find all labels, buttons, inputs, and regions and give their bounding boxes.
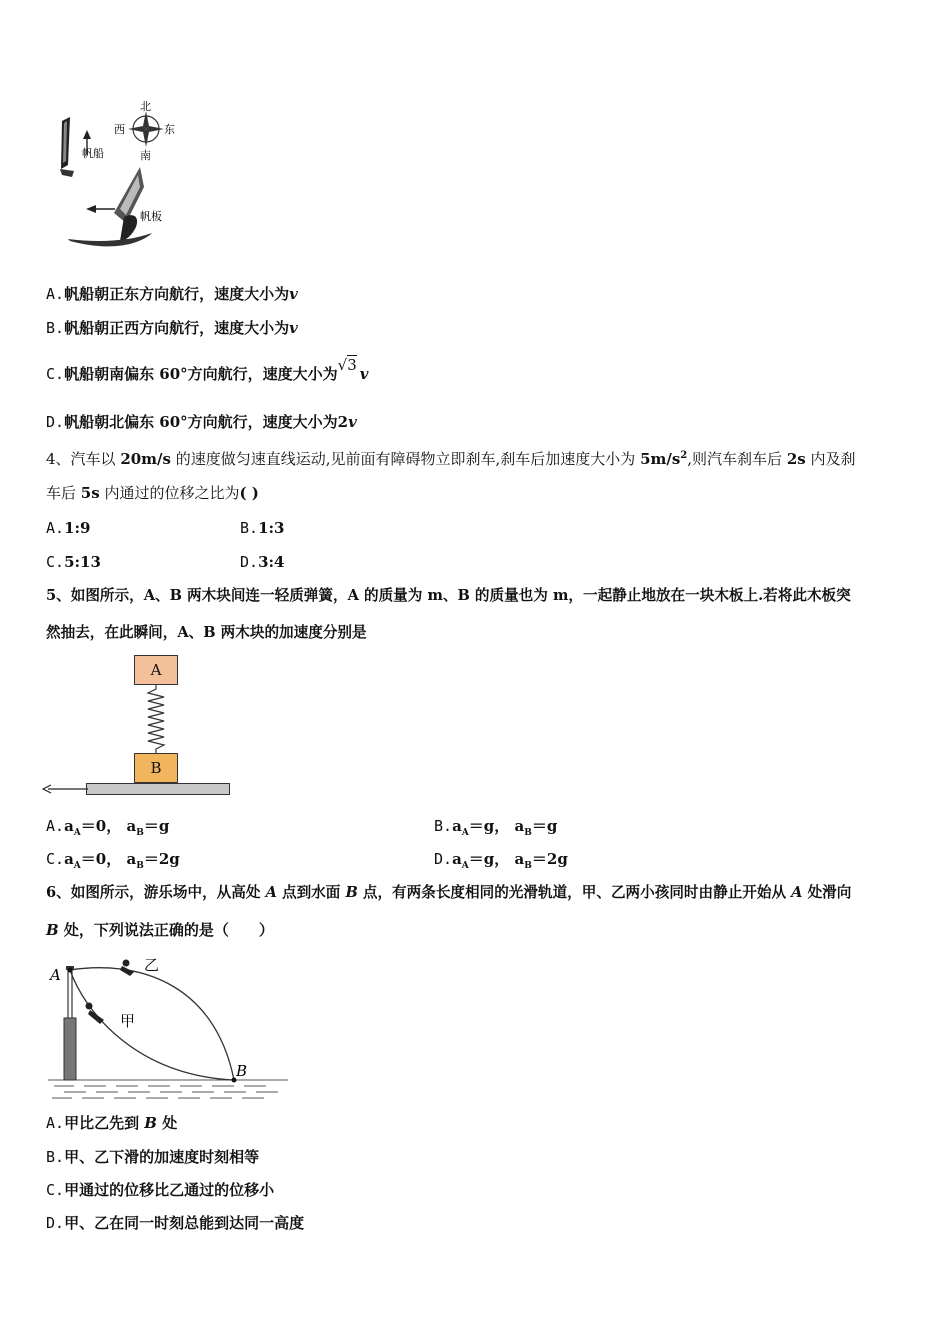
board-label: 帆板: [140, 210, 162, 223]
point-b: B: [144, 1114, 157, 1132]
option-text: 3:4: [258, 553, 285, 571]
sym: a: [64, 817, 74, 835]
tower: [64, 966, 76, 1080]
q5-option-c: $C.a_A=0$， $a_B=2g$: [46, 850, 180, 871]
arrow-left-icon: [42, 783, 88, 795]
value: g: [483, 850, 495, 868]
text: 6、如图所示，游乐场中，从高处: [46, 884, 266, 901]
var-v: v: [359, 365, 369, 383]
answer-paren: ( ): [239, 484, 259, 502]
q4-option-b: [240, 518, 284, 538]
option-text: 5:13: [64, 553, 101, 571]
q5-option-a: $A.a_A=0$， $a_B=g$: [46, 817, 170, 838]
point-b: B: [345, 884, 358, 901]
sqrt-3: √3: [337, 356, 357, 374]
option-text: 甲通过的位移比乙通过的位移小: [64, 1181, 275, 1199]
q6-option-a: [46, 1113, 177, 1133]
option-letter: A.: [46, 285, 65, 303]
sub: B: [136, 828, 144, 838]
option-letter: A.: [46, 817, 65, 835]
slide-figure: [44, 950, 294, 1105]
eq: ＝: [468, 850, 484, 868]
q6-option-c: [46, 1180, 274, 1200]
value: g: [158, 817, 170, 835]
option-text: 甲比乙先到: [64, 1114, 145, 1132]
option-text: 帆船朝北偏东 60°方向航行，速度大小为: [64, 413, 338, 431]
text: 车后: [46, 484, 81, 502]
compass-north: 北: [140, 100, 151, 113]
coef: 2: [337, 413, 349, 431]
accel-exp: 2: [680, 450, 688, 461]
compass-west: 西: [114, 123, 125, 136]
text: 点到水面: [276, 884, 346, 901]
label-jia: 甲: [120, 1012, 136, 1030]
arrow-left-icon: [86, 205, 115, 213]
text: 4、汽车以: [46, 450, 121, 468]
sub: A: [73, 861, 81, 871]
eq: ＝: [80, 817, 96, 835]
option-letter: A.: [46, 1114, 65, 1132]
option-text: 帆船朝正西方向航行，速度大小为: [64, 319, 290, 337]
value: g: [483, 817, 495, 835]
option-text: 甲、乙下滑的加速度时刻相等: [64, 1148, 260, 1166]
compass-south: 南: [140, 149, 151, 162]
sym: a: [64, 850, 74, 868]
water-surface: [48, 1080, 288, 1098]
q4-stem-line1: [46, 446, 855, 469]
sub: B: [524, 861, 532, 871]
q6-stem-line2: [46, 920, 274, 940]
compass-east: 东: [164, 123, 175, 136]
value: 0: [95, 850, 107, 868]
eq: ＝: [143, 817, 159, 835]
accel-value: 5m/s: [640, 450, 681, 468]
point-a: A: [791, 884, 803, 901]
label-yi: 乙: [144, 956, 160, 974]
value: 2g: [546, 850, 568, 868]
q4-option-a: [46, 518, 90, 538]
block-a: A: [134, 655, 178, 685]
time-2: 5s: [80, 484, 100, 502]
sub: B: [524, 828, 532, 838]
value: 2g: [158, 850, 180, 868]
option-text: 甲、乙在同一时刻总能到达同一高度: [64, 1214, 305, 1232]
speed: 20m/s: [120, 450, 171, 468]
var-v: v: [289, 319, 298, 337]
accel: [640, 450, 687, 468]
time-1: 2s: [786, 450, 806, 468]
point-a-dot: [68, 968, 73, 973]
option-text: 1:9: [64, 519, 91, 537]
eq: ＝: [80, 850, 96, 868]
sym: a: [514, 850, 525, 868]
eq: ＝: [468, 817, 484, 835]
eq: ＝: [531, 817, 547, 835]
value: 0: [95, 817, 107, 835]
value: g: [546, 817, 558, 835]
q3-option-b: [46, 318, 298, 338]
text: ,则汽车刹车后: [687, 450, 787, 468]
option-letter: B.: [46, 319, 65, 337]
point-b: B: [46, 921, 59, 939]
boat-label: 帆船: [82, 147, 104, 160]
option-letter: C.: [46, 365, 65, 383]
sailboard-icon: [68, 167, 152, 246]
sub: A: [461, 828, 469, 838]
option-text: 1:3: [258, 519, 285, 537]
option-text: 帆船朝正东方向航行，速度大小为: [64, 285, 290, 303]
option-letter: D.: [240, 553, 259, 571]
spring-icon: [144, 685, 168, 753]
sub: B: [136, 861, 144, 871]
q5-option-b: $B.a_A=g$， $a_B=g$: [434, 817, 558, 838]
q6-option-d: [46, 1213, 304, 1233]
option-letter: B.: [434, 817, 453, 835]
sym: a: [126, 817, 137, 835]
var-v: v: [348, 413, 357, 431]
option-letter: C.: [46, 553, 65, 571]
option-letter: B.: [240, 519, 259, 537]
option-letter: A.: [46, 519, 65, 537]
compass-icon: [128, 111, 164, 147]
text: 的速度做匀速直线运动,见前面有障碍物立即刹车,刹车后加速度大小为: [170, 450, 641, 468]
text: 点，有两条长度相同的光滑轨道，甲、乙两小孩同时由静止开始从: [357, 884, 792, 901]
sym: a: [452, 850, 462, 868]
var-v: v: [289, 285, 298, 303]
text: 处，下列说法正确的是（ ）: [58, 921, 274, 939]
option-letter: D.: [46, 413, 65, 431]
child-yi-icon: [120, 960, 134, 977]
q6-option-b: [46, 1147, 259, 1167]
eq: ＝: [143, 850, 159, 868]
q3-option-d: [46, 412, 357, 432]
option-letter: B.: [46, 1148, 65, 1166]
q3-option-c: [46, 356, 369, 384]
q4-option-d: [240, 552, 284, 572]
option-letter: D.: [46, 1214, 65, 1232]
block-b: B: [134, 753, 178, 783]
sub: A: [461, 861, 469, 871]
q3-option-a: [46, 284, 298, 304]
sym: a: [126, 850, 137, 868]
label-a: A: [50, 966, 61, 984]
label-b: B: [236, 1062, 248, 1080]
track-jia: [70, 970, 234, 1080]
option-text: 处: [156, 1114, 178, 1132]
q5-stem-line2: 然抽去，在此瞬间，A、B 两木块的加速度分别是: [46, 624, 367, 641]
spring-figure: [40, 655, 240, 800]
q4-option-c: [46, 552, 101, 572]
option-letter: C.: [46, 1181, 65, 1199]
eq: ＝: [531, 850, 547, 868]
sym: a: [452, 817, 462, 835]
radicand: 3: [347, 356, 357, 374]
option-letter: C.: [46, 850, 65, 868]
option-text: 帆船朝南偏东 60°方向航行，速度大小为: [64, 365, 338, 383]
sym: a: [514, 817, 525, 835]
sub: A: [73, 828, 81, 838]
point-a: A: [265, 884, 277, 901]
board: [86, 783, 230, 795]
track-yi: [70, 968, 234, 1080]
text: 内通过的位移之比为: [99, 484, 240, 502]
q4-stem-line2: [46, 483, 259, 503]
q5-stem-line1: 5、如图所示，A、B 两木块间连一轻质弹簧，A 的质量为 m、B 的质量也为 m，一起静止地放在一块木板上.若将此木板突: [46, 587, 851, 604]
option-letter: D.: [434, 850, 453, 868]
text: 处滑向: [802, 884, 852, 901]
q6-stem-line1: [46, 883, 851, 903]
text: 内及刹: [805, 450, 856, 468]
sailing-figure: [40, 95, 200, 255]
sailboat-icon: [60, 117, 74, 177]
q5-option-d: $D.a_A=g$， $a_B=2g$: [434, 850, 568, 871]
